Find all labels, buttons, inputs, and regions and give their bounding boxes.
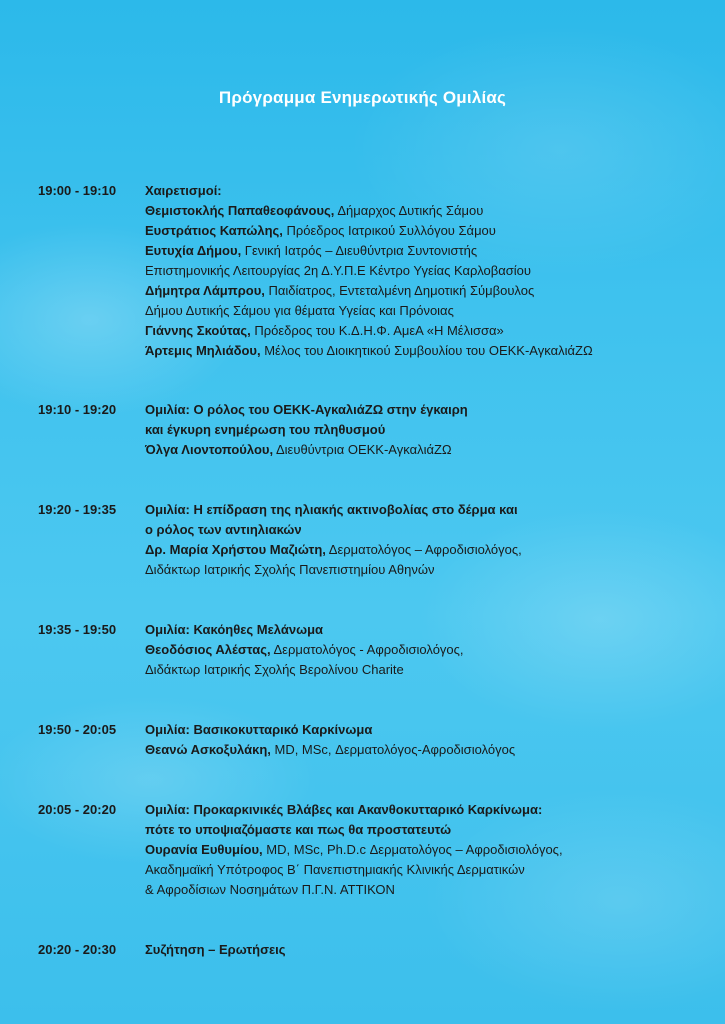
session-details bbox=[145, 940, 698, 960]
session-details bbox=[145, 620, 698, 680]
session-line bbox=[145, 820, 698, 840]
session-details bbox=[145, 181, 698, 361]
page-title: Πρόγραμμα Ενημερωτικής Ομιλίας bbox=[218, 88, 507, 107]
line-bold-text: Ομιλία: Βασικοκυτταρικό Καρκίνωμα bbox=[145, 722, 373, 737]
session-line bbox=[145, 520, 698, 540]
session-line bbox=[145, 301, 698, 321]
line-regular-text: Διδάκτωρ Ιατρικής Σχολής Πανεπιστημίου Αθηνών bbox=[145, 562, 435, 577]
line-bold-text: Δρ. Μαρία Χρήστου Μαζιώτη, bbox=[145, 542, 326, 557]
session-line bbox=[145, 840, 698, 860]
session-details bbox=[145, 720, 698, 760]
session-time: 19:00 - 19:10 bbox=[38, 183, 117, 198]
line-bold-text: Ομιλία: Ο ρόλος του ΟΕΚΚ-ΑγκαλιάΖΩ στην έγκαιρη bbox=[145, 402, 468, 417]
session-line bbox=[145, 181, 698, 201]
line-bold-text: Θεμιστοκλής Παπαθεοφάνους, bbox=[145, 203, 335, 218]
line-bold-text: Άρτεμις Μηλιάδου, bbox=[145, 343, 261, 358]
line-regular-text: Διδάκτωρ Ιατρικής Σχολής Βερολίνου Charite bbox=[145, 662, 404, 677]
line-regular-text: MD, MSc, Δερματολόγος-Αφροδισιολόγος bbox=[270, 742, 516, 757]
session-row bbox=[38, 181, 698, 361]
session-line bbox=[145, 281, 698, 301]
session-line bbox=[145, 660, 698, 680]
session-line bbox=[145, 201, 698, 221]
line-bold-text: Θεοδόσιος Αλέστας, bbox=[145, 642, 271, 657]
line-regular-text: Παιδίατρος, Εντεταλμένη Δημοτική Σύμβουλος bbox=[264, 283, 535, 298]
session-line bbox=[145, 440, 698, 460]
session-time: 20:05 - 20:20 bbox=[38, 802, 117, 817]
session-details bbox=[145, 400, 698, 460]
line-regular-text: Πρόεδρος του Κ.Δ.Η.Φ. ΑμεΑ «Η Μέλισσα» bbox=[250, 323, 504, 338]
line-regular-text: Διευθύντρια ΟΕΚΚ-ΑγκαλιάΖΩ bbox=[273, 442, 452, 457]
line-regular-text: Επιστημονικής Λειτουργίας 2η Δ.Υ.Π.Ε Κέντρο Υγείας Καρλοβασίου bbox=[145, 263, 531, 278]
schedule-session bbox=[38, 181, 698, 361]
session-line bbox=[145, 400, 698, 420]
session-time: 19:10 - 19:20 bbox=[38, 402, 117, 417]
session-row bbox=[38, 720, 698, 760]
line-bold-text: Συζήτηση – Ερωτήσεις bbox=[145, 942, 286, 957]
session-row bbox=[38, 400, 698, 460]
session-line bbox=[145, 261, 698, 281]
session-line bbox=[145, 640, 698, 660]
session-line bbox=[145, 620, 698, 640]
line-bold-text: Ομιλία: Η επίδραση της ηλιακής ακτινοβολίας στο δέρμα και bbox=[145, 502, 518, 517]
line-regular-text: Πρόεδρος Ιατρικού Συλλόγου Σάμου bbox=[282, 223, 496, 238]
session-line bbox=[145, 880, 698, 900]
session-line bbox=[145, 500, 698, 520]
session-line bbox=[145, 800, 698, 820]
line-regular-text: Δήμαρχος Δυτικής Σάμου bbox=[334, 203, 484, 218]
line-regular-text: Δήμου Δυτικής Σάμου για θέματα Υγείας και Πρόνοιας bbox=[145, 303, 454, 318]
session-row bbox=[38, 940, 698, 960]
session-line bbox=[145, 740, 698, 760]
line-bold-text: Ομιλία: Προκαρκινικές Βλάβες και Ακανθοκυτταρικό Καρκίνωμα: bbox=[145, 802, 543, 817]
session-time: 19:35 - 19:50 bbox=[38, 622, 117, 637]
line-bold-text: Ευστράτιος Καπώλης, bbox=[145, 223, 283, 238]
line-regular-text: Γενική Ιατρός – Διευθύντρια Συντονιστής bbox=[241, 243, 478, 258]
line-bold-text: Ουρανία Ευθυμίου, bbox=[145, 842, 263, 857]
schedule-session bbox=[38, 500, 698, 580]
session-line bbox=[145, 241, 698, 261]
line-regular-text: & Αφροδίσιων Νοσημάτων Π.Γ.Ν. ΑΤΤΙΚΟΝ bbox=[145, 882, 395, 897]
line-bold-text: Ευτυχία Δήμου, bbox=[145, 243, 242, 258]
session-line bbox=[145, 940, 698, 960]
schedule-session bbox=[38, 400, 698, 460]
session-line bbox=[145, 420, 698, 440]
session-row bbox=[38, 500, 698, 580]
line-bold-text: πότε το υποψιαζόμαστε και πως θα προστατευτώ bbox=[145, 822, 452, 837]
session-time: 19:50 - 20:05 bbox=[38, 722, 117, 737]
line-regular-text: Δερματολόγος – Αφροδισιολόγος, bbox=[325, 542, 522, 557]
session-line bbox=[145, 341, 698, 361]
line-bold-text: Ομιλία: Κακόηθες Μελάνωμα bbox=[145, 622, 324, 637]
session-line bbox=[145, 221, 698, 241]
schedule-session bbox=[38, 620, 698, 680]
line-regular-text: Δερματολόγος - Αφροδισιολόγος, bbox=[270, 642, 464, 657]
line-bold-text: Γιάννης Σκούτας, bbox=[145, 323, 251, 338]
session-line bbox=[145, 560, 698, 580]
session-time: 20:20 - 20:30 bbox=[38, 942, 117, 957]
line-bold-text: ο ρόλος των αντιηλιακών bbox=[145, 522, 302, 537]
session-line bbox=[145, 540, 698, 560]
session-line bbox=[145, 321, 698, 341]
session-details bbox=[145, 500, 698, 580]
session-details bbox=[145, 800, 698, 900]
line-regular-text: Ακαδημαϊκή Υπότροφος Β΄ Πανεπιστημιακής Κλινικής Δερματικών bbox=[145, 862, 525, 877]
schedule-session bbox=[38, 800, 698, 900]
session-row bbox=[38, 800, 698, 900]
line-bold-text: Όλγα Λιοντοπούλου, bbox=[145, 442, 274, 457]
schedule-session bbox=[38, 720, 698, 760]
session-row bbox=[38, 620, 698, 680]
line-regular-text: MD, MSc, Ph.D.c Δερματολόγος – Αφροδισιολόγος, bbox=[262, 842, 563, 857]
line-bold-text: Χαιρετισμοί: bbox=[145, 183, 222, 198]
line-bold-text: και έγκυρη ενημέρωση του πληθυσμού bbox=[145, 422, 386, 437]
line-bold-text: Θεανώ Ασκοξυλάκη, bbox=[145, 742, 271, 757]
schedule-session bbox=[38, 940, 698, 960]
session-line bbox=[145, 720, 698, 740]
session-time: 19:20 - 19:35 bbox=[38, 502, 117, 517]
session-line bbox=[145, 860, 698, 880]
line-regular-text: Μέλος του Διοικητικού Συμβουλίου του ΟΕΚΚ-ΑγκαλιάΖΩ bbox=[260, 343, 593, 358]
line-bold-text: Δήμητρα Λάμπρου, bbox=[145, 283, 265, 298]
